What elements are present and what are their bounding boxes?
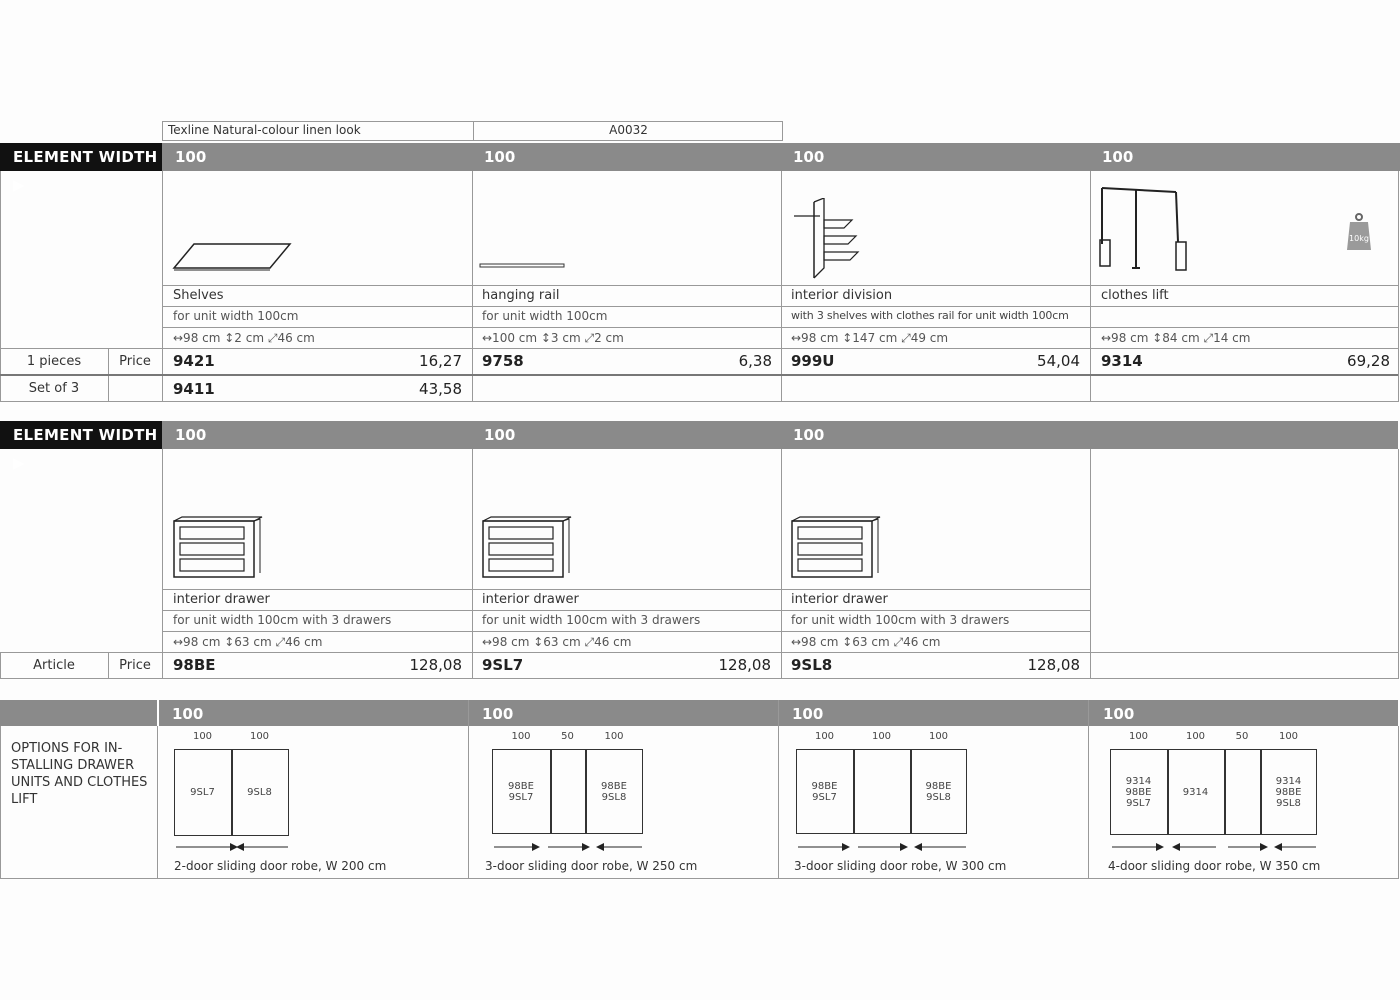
item-desc: for unit width 100cm	[173, 309, 299, 323]
section1-header-bar	[162, 143, 1400, 171]
item-price: 128,08	[718, 656, 771, 674]
robe-col-width: 100	[871, 731, 892, 742]
sliding-arrows-icon	[492, 842, 644, 852]
section1-element-width-label: ELEMENT WIDTH ▶	[0, 143, 162, 171]
section3-header-bar	[0, 700, 1398, 726]
item-title: Shelves	[173, 288, 224, 303]
section1-width-1: 100	[175, 148, 207, 166]
item-dims: ↔100 cm ↕3 cm ⤢2 cm	[482, 331, 624, 345]
section2-width-1: 100	[175, 426, 207, 444]
item-dims: ↔98 cm ↕63 cm ⤢46 cm	[482, 635, 632, 649]
grid-line	[157, 726, 158, 879]
options-label: OPTIONS FOR IN- STALLING DRAWER UNITS AND CLOTHES LIFT	[11, 741, 148, 807]
robe-cell: 98BE 9SL7	[508, 780, 534, 803]
item-code: 9SL8	[791, 656, 833, 674]
material-name: Texline Natural-colour linen look	[168, 123, 361, 137]
section3-width-4: 100	[1103, 705, 1135, 723]
grid-line	[1088, 700, 1089, 879]
item-price: 6,38	[738, 352, 772, 370]
grid-line	[1090, 171, 1091, 402]
robe-col-width: 100	[604, 731, 624, 742]
robe-col-width: 50	[561, 731, 574, 742]
drawer-illustration	[788, 515, 883, 581]
robe-cell: 9314 98BE 9SL7	[1125, 775, 1152, 809]
robe-cell: 9314	[1182, 786, 1209, 798]
grid-line	[778, 700, 779, 879]
item-title: interior drawer	[482, 592, 579, 607]
robe-col-width: 100	[192, 731, 213, 742]
robe-col-width: 100	[1278, 731, 1299, 742]
grid-line	[162, 631, 1090, 632]
robe-cell: 98BE 9SL8	[925, 780, 952, 803]
item-price: 69,28	[1347, 352, 1390, 370]
grid-line	[0, 374, 1398, 376]
robe-col-width: 100	[511, 731, 531, 742]
grid-line	[0, 401, 1398, 402]
robe-col-width: 100	[249, 731, 270, 742]
item-code: 9421	[173, 352, 215, 370]
row-pieces-label: 1 pieces	[26, 354, 82, 369]
item-dims: ↔98 cm ↕63 cm ⤢46 cm	[791, 635, 941, 649]
item-desc: for unit width 100cm	[482, 309, 608, 323]
item-price: 128,08	[409, 656, 462, 674]
weight-badge: 10kg	[1349, 234, 1369, 243]
drawer-illustration	[479, 515, 574, 581]
item-code: 999U	[791, 352, 835, 370]
grid-line	[781, 449, 782, 679]
item-code: 9314	[1101, 352, 1143, 370]
grid-line	[0, 678, 1398, 679]
item-dims: ↔98 cm ↕2 cm ⤢46 cm	[173, 331, 315, 345]
grid-line	[781, 171, 782, 402]
robe-caption: 4-door sliding door robe, W 350 cm	[1108, 859, 1321, 873]
section1-width-3: 100	[793, 148, 825, 166]
material-code: A0032	[609, 123, 648, 137]
item-dims: ↔98 cm ↕147 cm ⤢49 cm	[791, 331, 949, 345]
grid-line	[162, 449, 163, 679]
sliding-arrows-icon	[1110, 842, 1318, 852]
section3-width-3: 100	[792, 705, 824, 723]
grid-line	[162, 610, 1090, 611]
robe-col-width: 100	[1128, 731, 1149, 742]
item-price: 128,08	[1027, 656, 1080, 674]
clothes-lift-illustration	[1096, 182, 1196, 274]
weight-icon	[1346, 212, 1372, 252]
sliding-arrows-icon	[796, 842, 968, 852]
row-price-label: Price	[119, 354, 151, 369]
item-desc: for unit width 100cm with 3 drawers	[173, 613, 392, 627]
row-set-label: Set of 3	[28, 381, 80, 396]
grid-line	[0, 726, 1, 879]
section2-width-2: 100	[484, 426, 516, 444]
robe-col-width: 100	[814, 731, 835, 742]
grid-line	[0, 348, 1398, 349]
robe-cell: 98BE 9SL8	[601, 780, 627, 803]
grid-line	[162, 306, 1398, 307]
row-price-label: Price	[119, 658, 151, 673]
section2-header-bar	[162, 421, 1398, 449]
section1-width-2: 100	[484, 148, 516, 166]
item-title: interior drawer	[173, 592, 270, 607]
section1-width-4: 100	[1102, 148, 1134, 166]
robe-caption: 3-door sliding door robe, W 300 cm	[794, 859, 1007, 873]
sliding-arrows-icon	[174, 842, 290, 852]
drawer-illustration	[170, 515, 265, 581]
section2-width-3: 100	[793, 426, 825, 444]
item-desc: with 3 shelves with clothes rail for unit width 100cm	[791, 309, 1069, 322]
robe-caption: 2-door sliding door robe, W 200 cm	[174, 859, 387, 873]
robe-cell	[1224, 749, 1260, 835]
item-dims: ↔98 cm ↕63 cm ⤢46 cm	[173, 635, 323, 649]
item-desc: for unit width 100cm with 3 drawers	[791, 613, 1010, 627]
robe-cell	[853, 749, 910, 834]
grid-line	[162, 327, 1398, 328]
item-desc: for unit width 100cm with 3 drawers	[482, 613, 701, 627]
grid-line	[472, 171, 473, 402]
item-title: hanging rail	[482, 288, 560, 303]
grid-line	[162, 589, 1090, 590]
section2-element-width-label: ELEMENT WIDTH ▶	[0, 421, 162, 449]
grid-line	[162, 171, 163, 402]
item-price: 16,27	[419, 352, 462, 370]
robe-col-width: 50	[1235, 731, 1249, 742]
robe-cell	[550, 749, 585, 834]
item-price: 54,04	[1037, 352, 1080, 370]
grid-line	[1398, 726, 1399, 879]
grid-line	[1398, 449, 1399, 679]
grid-line	[1090, 449, 1091, 679]
row-article-label: Article	[33, 658, 75, 673]
item-code: 98BE	[173, 656, 216, 674]
robe-caption: 3-door sliding door robe, W 250 cm	[485, 859, 698, 873]
item-dims: ↔98 cm ↕84 cm ⤢14 cm	[1101, 331, 1251, 345]
robe-col-width: 100	[1185, 731, 1206, 742]
robe-cell: 9SL7	[190, 787, 215, 798]
section3-width-1: 100	[172, 705, 204, 723]
grid-line	[162, 285, 1398, 286]
robe-cell: 9314 98BE 9SL8	[1275, 775, 1302, 809]
robe-cell: 9SL8	[247, 787, 272, 798]
item-title: interior division	[791, 288, 893, 303]
set-price: 43,58	[419, 380, 462, 398]
grid-line	[468, 700, 469, 879]
robe-cell: 98BE 9SL7	[811, 780, 838, 803]
set-code: 9411	[173, 380, 215, 398]
grid-line	[0, 878, 1398, 879]
section3-width-2: 100	[482, 705, 514, 723]
grid-line	[0, 652, 1398, 653]
shelf-illustration	[170, 240, 300, 275]
interior-division-illustration	[790, 198, 865, 283]
item-code: 9SL7	[482, 656, 524, 674]
grid-line	[1398, 171, 1399, 402]
item-title: interior drawer	[791, 592, 888, 607]
grid-line	[472, 449, 473, 679]
item-code: 9758	[482, 352, 524, 370]
hanging-rail-illustration	[478, 260, 568, 272]
item-title: clothes lift	[1101, 288, 1169, 303]
robe-col-width: 100	[928, 731, 949, 742]
